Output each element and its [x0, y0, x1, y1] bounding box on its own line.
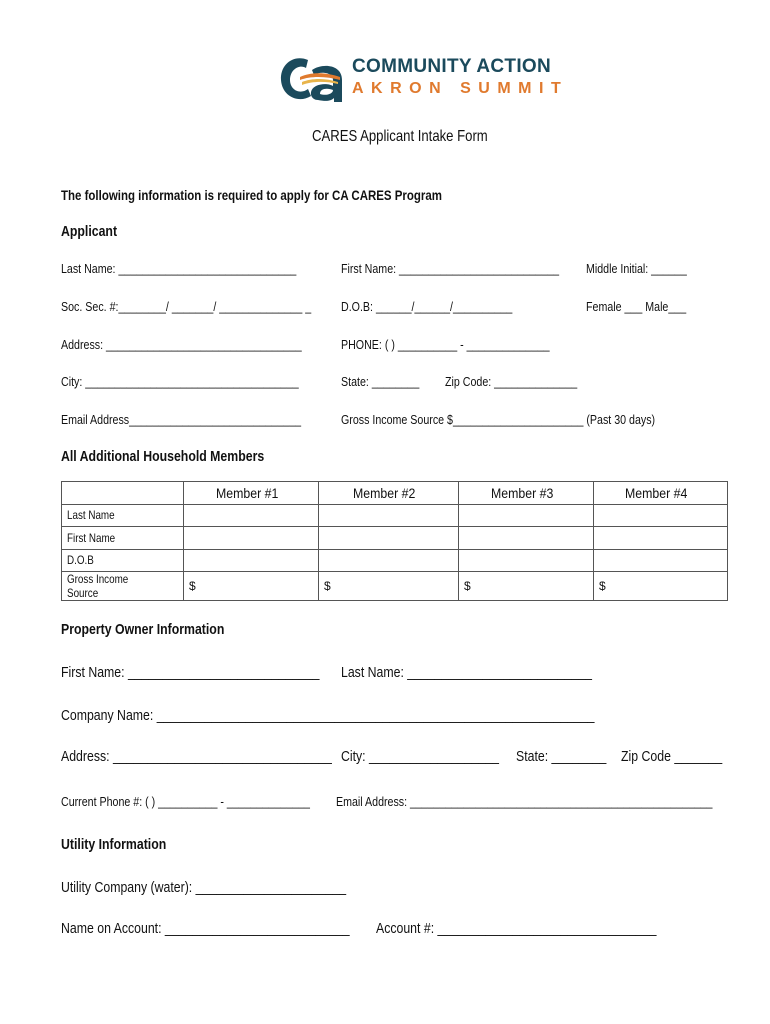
table-cell[interactable] — [184, 527, 319, 550]
table-row — [62, 572, 728, 601]
form-title: CARES Applicant Intake Form — [312, 128, 488, 145]
table-header-row — [62, 482, 728, 505]
table-cell[interactable] — [319, 504, 459, 527]
applicant-city-field[interactable]: City: ____________________________________ — [61, 374, 299, 389]
owner-last-name-field[interactable]: Last Name: ___________________________ — [341, 664, 593, 681]
table-cell[interactable] — [184, 549, 319, 572]
owner-address-field[interactable]: Address: ________________________________ — [61, 748, 332, 765]
table-cell[interactable] — [319, 549, 459, 572]
table-cell[interactable]: $ — [459, 572, 594, 601]
table-cell[interactable] — [184, 504, 319, 527]
applicant-address-field[interactable]: Address: _________________________________ — [61, 337, 302, 352]
table-header-member-1: Member #1 — [184, 482, 319, 505]
row-label-first-name: First Name — [62, 527, 184, 550]
row-label-gross-income: Gross Income Source — [62, 572, 184, 601]
table-header-member-3: Member #3 — [459, 482, 594, 505]
table-row — [62, 549, 728, 572]
table-cell[interactable]: $ — [184, 572, 319, 601]
owner-first-name-field[interactable]: First Name: ____________________________ — [61, 664, 320, 681]
owner-city-field[interactable]: City: ___________________ — [341, 748, 499, 765]
applicant-email-field[interactable]: Email Address_____________________________ — [61, 412, 302, 427]
applicant-dob-field[interactable]: D.O.B: ______/______/__________ — [341, 299, 513, 314]
table-header-member-2: Member #2 — [319, 482, 459, 505]
applicant-first-name-field[interactable]: First Name: ___________________________ — [341, 261, 560, 276]
table-cell[interactable]: $ — [594, 572, 728, 601]
utility-heading: Utility Information — [61, 836, 167, 853]
applicant-middle-initial-field[interactable]: Middle Initial: ______ — [586, 261, 687, 276]
table-cell[interactable] — [459, 527, 594, 550]
household-members-table — [61, 481, 728, 601]
table-header-cell — [62, 482, 184, 505]
account-number-field[interactable]: Account #: ________________________________ — [376, 920, 657, 937]
applicant-heading: Applicant — [61, 223, 118, 240]
owner-phone-field[interactable]: Current Phone #: ( ) __________ - ______________ — [61, 794, 310, 809]
owner-zip-field[interactable]: Zip Code _______ — [621, 748, 723, 765]
row-label-dob: D.O.B — [62, 549, 184, 572]
owner-company-name-field[interactable]: Company Name: ________________________________________________________________ — [61, 707, 595, 724]
table-cell[interactable]: $ — [319, 572, 459, 601]
table-cell[interactable] — [594, 549, 728, 572]
table-row — [62, 527, 728, 550]
applicant-ssn-field[interactable]: Soc. Sec. #:________/ _______/ ______________ _ — [61, 299, 312, 314]
applicant-state-field[interactable]: State: ________ — [341, 374, 420, 389]
intro-text: The following information is required to apply for CA CARES Program — [61, 187, 442, 203]
table-cell[interactable] — [459, 549, 594, 572]
applicant-phone-field[interactable]: PHONE: ( ) __________ - ______________ — [341, 337, 550, 352]
table-cell[interactable] — [594, 504, 728, 527]
property-owner-heading: Property Owner Information — [61, 621, 225, 638]
row-label-last-name: Last Name — [62, 504, 184, 527]
table-cell[interactable] — [319, 527, 459, 550]
table-header-member-4: Member #4 — [594, 482, 728, 505]
table-cell[interactable] — [459, 504, 594, 527]
household-heading: All Additional Household Members — [61, 448, 265, 465]
community-action-logo-icon — [278, 50, 346, 106]
logo-line-1: COMMUNITY ACTION — [352, 56, 552, 77]
owner-state-field[interactable]: State: ________ — [516, 748, 607, 765]
table-row — [62, 504, 728, 527]
utility-company-field[interactable]: Utility Company (water): ______________________ — [61, 879, 347, 896]
applicant-gender-field[interactable]: Female ___ Male___ — [586, 299, 687, 314]
table-cell[interactable] — [594, 527, 728, 550]
applicant-zip-field[interactable]: Zip Code: ______________ — [445, 374, 578, 389]
logo-line-2: AKRON SUMMIT — [352, 80, 569, 97]
name-on-account-field[interactable]: Name on Account: ___________________________ — [61, 920, 350, 937]
applicant-last-name-field[interactable]: Last Name: ______________________________ — [61, 261, 297, 276]
owner-email-field[interactable]: Email Address: ___________________________________________________ — [336, 794, 713, 809]
applicant-income-field[interactable]: Gross Income Source $______________________ (Past 30 days) — [341, 412, 656, 427]
